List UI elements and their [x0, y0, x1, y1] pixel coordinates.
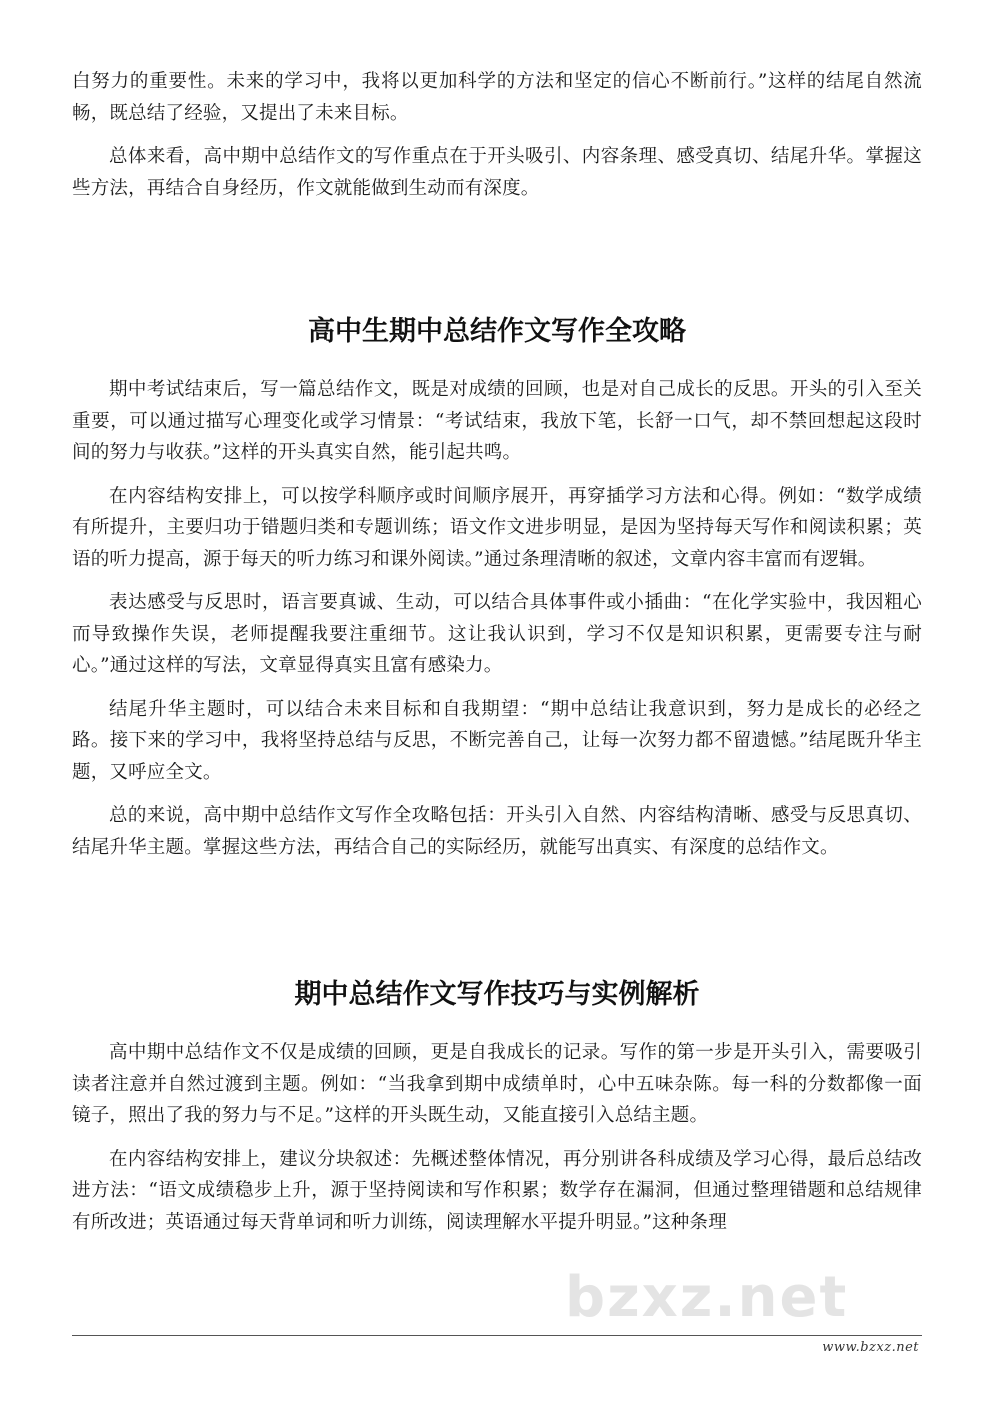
- section1-paragraph-1: 期中考试结束后，写一篇总结作文，既是对成绩的回顾，也是对自己成长的反思。开头的引入至关重要，可以通过描写心理变化或学习情景：“考试结束，我放下笔，长舒一口气，却不禁回想起这段时间的努力与收获。”这样的开头真实自然，能引起共鸣。: [72, 379, 922, 463]
- intro-paragraph-continued: 白努力的重要性。未来的学习中，我将以更加科学的方法和坚定的信心不断前行。”这样的结尾自然流畅，既总结了经验，又提出了未来目标。: [72, 71, 922, 124]
- footer-divider: [72, 1335, 922, 1336]
- section1-paragraph-3: 表达感受与反思时，语言要真诚、生动，可以结合具体事件或小插曲：“在化学实验中，我因粗心而导致操作失误，老师提醒我要注重细节。这让我认识到，学习不仅是知识积累，更需要专注与耐心。”通过这样的写法，文章显得真实且富有感染力。: [72, 592, 922, 676]
- section2-paragraph-2: 在内容结构安排上，建议分块叙述：先概述整体情况，再分别讲各科成绩及学习心得，最后总结改进方法：“语文成绩稳步上升，源于坚持阅读和写作积累；数学存在漏洞，但通过整理错题和总结规律有所改进；英语通过每天背单词和听力训练，阅读理解水平提升明显。”这种条理: [72, 1148, 922, 1233]
- section1-paragraph-5: 总的来说，高中期中总结作文写作全攻略包括：开头引入自然、内容结构清晰、感受与反思真切、结尾升华主题。掌握这些方法，再结合自己的实际经历，就能写出真实、有深度的总结作文。: [72, 805, 922, 858]
- section2-title: 期中总结作文写作技巧与实例解析: [294, 979, 700, 1010]
- section1-paragraph-4: 结尾升华主题时，可以结合未来目标和自我期望：“期中总结让我意识到，努力是成长的必经之路。接下来的学习中，我将坚持总结与反思，不断完善自己，让每一次努力都不留遗憾。”结尾既升华主题，又呼应全文。: [72, 698, 922, 783]
- section1-paragraph-2: 在内容结构安排上，可以按学科顺序或时间顺序展开，再穿插学习方法和心得。例如：“数学成绩有所提升，主要归功于错题归类和专题训练；语文作文进步明显，是因为坚持每天写作和阅读积累；英语的听力提高，源于每天的听力练习和课外阅读。”通过条理清晰的叙述，文章内容丰富而有逻辑。: [72, 485, 922, 570]
- watermark-logo: bzxz.net: [565, 1265, 849, 1330]
- section2-paragraph-1: 高中期中总结作文不仅是成绩的回顾，更是自我成长的记录。写作的第一步是开头引入，需要吸引读者注意并自然过渡到主题。例如：“当我拿到期中成绩单时，心中五味杂陈。每一科的分数都像一面镜子，照出了我的努力与不足。”这样的开头既生动，又能直接引入总结主题。: [72, 1042, 922, 1126]
- document-page: [72, 66, 922, 1250]
- intro-paragraph-summary: 总体来看，高中期中总结作文的写作重点在于开头吸引、内容条理、感受真切、结尾升华。掌握这些方法，再结合自身经历，作文就能做到生动而有深度。: [72, 146, 922, 199]
- footer-url: www.bzxz.net: [822, 1340, 919, 1355]
- section1-title: 高中生期中总结作文写作全攻略: [308, 316, 686, 347]
